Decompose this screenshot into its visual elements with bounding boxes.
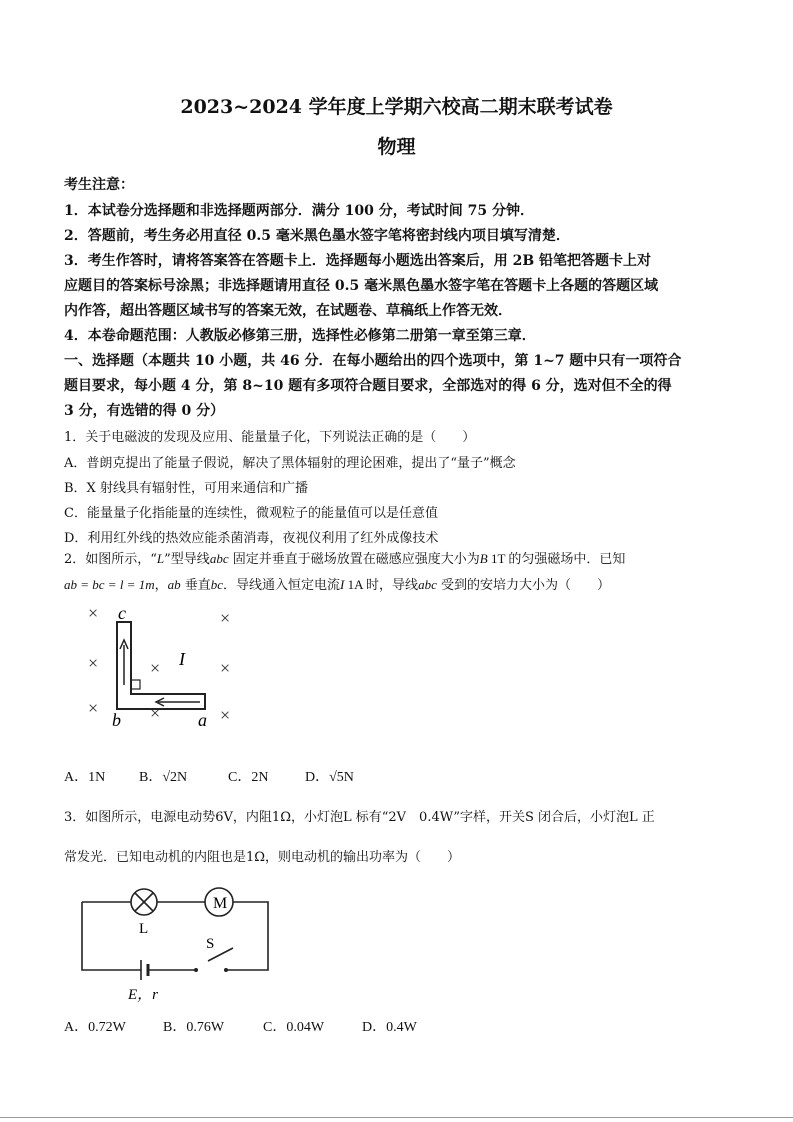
- note-item: 应题目的答案标号涂黑；非选择题请用直径 0.5 毫米黑色墨水签字笔在答题卡上各题的答题区域: [64, 278, 659, 294]
- label-b: b: [112, 710, 121, 730]
- field-cross: ×: [220, 608, 231, 628]
- field-cross: ×: [220, 705, 231, 725]
- q2-stem-line2: ab = bc = l = 1m，ab 垂直bc．导线通入恒定电流I 1A 时，导线abc 受到的安培力大小为（ ）: [64, 577, 610, 593]
- q1-option-d: D．利用红外线的热效应能杀菌消毒，夜视仪利用了红外成像技术: [64, 531, 439, 546]
- q3-option-a: A．0.72W: [64, 1020, 126, 1035]
- field-cross: ×: [88, 698, 99, 718]
- field-cross: ×: [88, 653, 99, 673]
- q1-stem: 1．关于电磁波的发现及应用、能量量子化，下列说法正确的是（ ）: [64, 430, 476, 445]
- q3-circuit: [78, 880, 278, 1005]
- note-item: 3．考生作答时，请将答案答在答题卡上．选择题每小题选出答案后，用 2B 铅笔把答题卡上对: [64, 253, 652, 269]
- source-label: E，r: [128, 987, 159, 1003]
- field-cross: ×: [88, 603, 99, 623]
- page-bottom-rule: [0, 1117, 793, 1118]
- label-c: c: [118, 603, 126, 623]
- q2-figure: [80, 600, 250, 730]
- field-cross: ×: [150, 703, 161, 723]
- q2-option-a: A．1N: [64, 770, 106, 785]
- right-angle-mark: [131, 680, 140, 689]
- field-cross: ×: [220, 658, 231, 678]
- lamp-label: L: [139, 921, 149, 937]
- l-shaped-wire: [117, 622, 205, 709]
- section-heading: 一、选择题（本题共 10 小题，共 46 分．在每小题给出的四个选项中，第 1~7 题中只有一项符合: [64, 353, 682, 369]
- switch-label: S: [206, 936, 215, 952]
- note-item: 内作答，超出答题区域书写的答案无效，在试题卷、草稿纸上作答无效．: [64, 303, 512, 319]
- q3-stem-line2: 常发光．已知电动机的内阻也是1Ω，则电动机的输出功率为（ ）: [64, 850, 461, 865]
- q1-option-c: C．能量量子化指能量的连续性，微观粒子的能量值可以是任意值: [64, 506, 438, 521]
- note-item: 1．本试卷分选择题和非选择题两部分．满分 100 分，考试时间 75 分钟．: [64, 203, 534, 219]
- q2-option-b: B．√2N: [139, 770, 188, 785]
- field-cross: ×: [150, 658, 161, 678]
- q3-option-d: D．0.4W: [362, 1020, 417, 1035]
- section-heading: 3 分，有选错的得 0 分）: [64, 403, 225, 419]
- label-current: I: [179, 649, 185, 669]
- note-item: 2．答题前，考生务必用直径 0.5 毫米黑色墨水签字笔将密封线内项目填写清楚．: [64, 228, 570, 244]
- notes-heading: 考生注意：: [64, 177, 134, 193]
- exam-title: 2023~2024 学年度上学期六校高二期末联考试卷: [180, 96, 613, 118]
- q1-option-b: B．X 射线具有辐射性，可用来通信和广播: [64, 481, 308, 496]
- q2-option-c: C．2N: [228, 770, 269, 785]
- q3-option-b: B．0.76W: [163, 1020, 225, 1035]
- q2-stem-line1: 2．如图所示，“L”型导线abc 固定并垂直于磁场放置在磁感应强度大小为B 1T 的匀强磁场中．已知: [64, 551, 626, 567]
- q1-option-a: A．普朗克提出了能量子假说，解决了黑体辐射的理论困难，提出了“量子”概念: [64, 456, 516, 471]
- q3-option-c: C．0.04W: [263, 1020, 325, 1035]
- note-item: 4．本卷命题范围：人教版必修第三册，选择性必修第二册第一章至第三章．: [64, 328, 536, 344]
- label-a: a: [198, 710, 207, 730]
- section-heading: 题目要求，每小题 4 分，第 8~10 题有多项符合题目要求，全部选对的得 6 分，选对但不全的得: [64, 378, 672, 394]
- q2-option-d: D．√5N: [305, 770, 354, 785]
- motor-label: M: [213, 895, 228, 912]
- q3-stem-line1: 3．如图所示，电源电动势6V，内阻1Ω，小灯泡L 标有“2V 0.4W”字样，开关S 闭合后，小灯泡L 正: [64, 810, 655, 825]
- exam-subject: 物理: [377, 136, 416, 158]
